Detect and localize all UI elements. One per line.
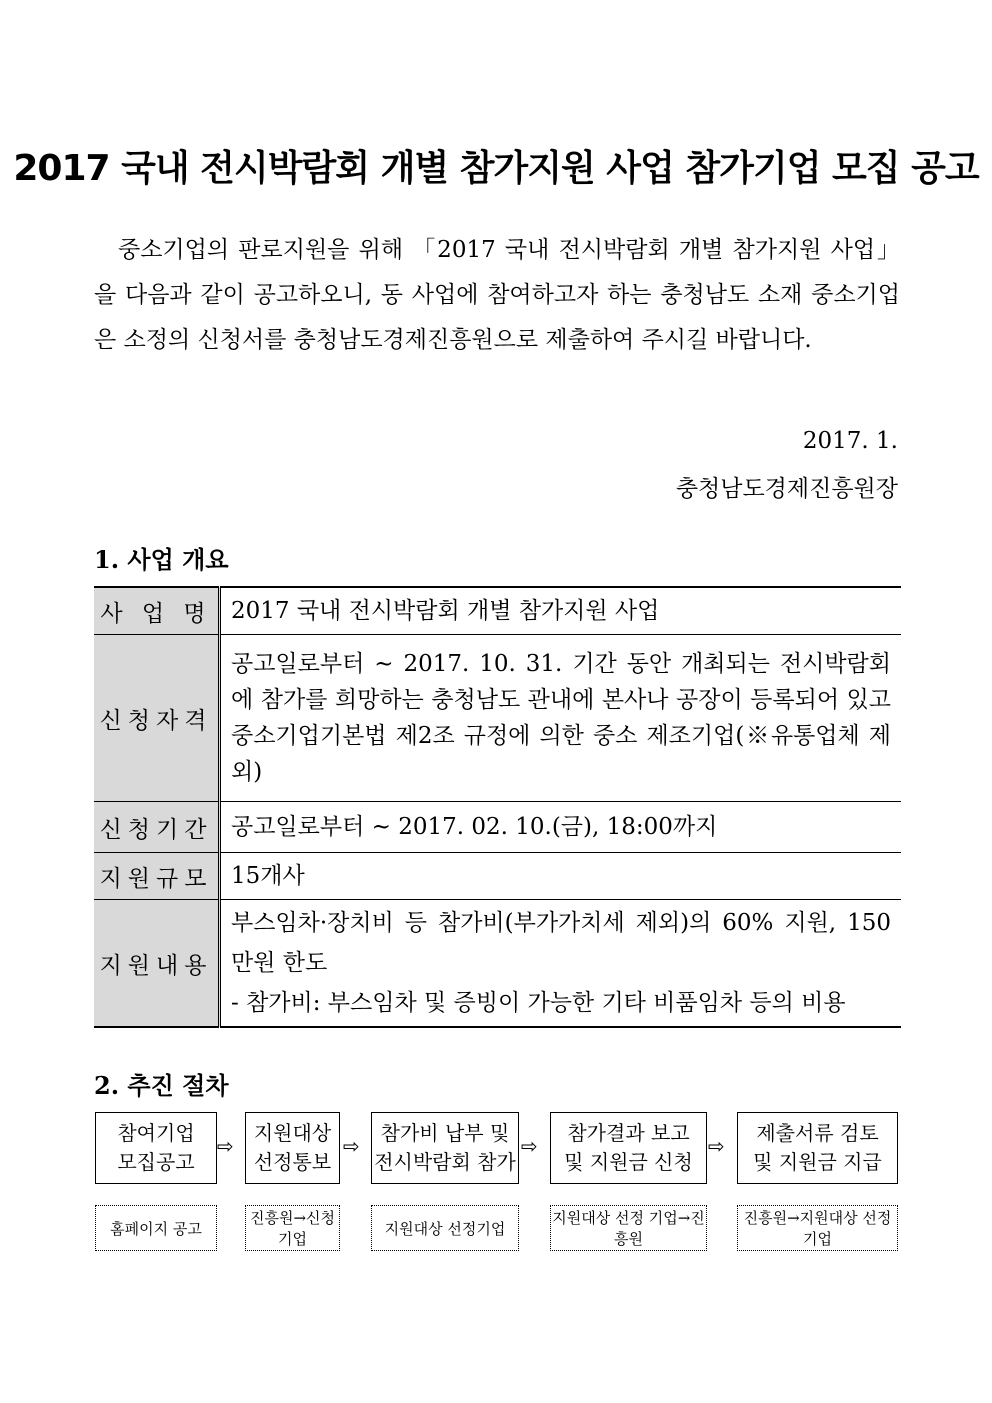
step-line: 모집공고 <box>117 1150 195 1174</box>
table-row <box>94 635 901 802</box>
section-heading-overview: 1. 사업 개요 <box>94 545 229 574</box>
row-value: 2017 국내 전시박람회 개별 참가지원 사업 <box>220 587 902 635</box>
row-value: 부스임차·장치비 등 참가비(부가가치세 제외)의 60% 지원, 150만원 한도 <box>231 910 891 976</box>
intro-paragraph <box>94 228 900 363</box>
arrow-right-icon: ⇨ <box>217 1134 234 1158</box>
issuing-organization: 충청남도경제진흥원장 <box>675 476 898 502</box>
step-line: 및 지원금 신청 <box>564 1150 693 1174</box>
step-line: 참가결과 보고 <box>567 1121 690 1145</box>
row-label: 사 업 명 <box>94 587 220 635</box>
step-line: 제출서류 검토 <box>756 1121 879 1145</box>
intro-text: 중소기업의 판로지원을 위해 「2017 국내 전시박람회 개별 참가지원 사업」을 다음과 같이 공고하오니, 동 사업에 참여하고자 하는 충청남도 소재 중소기업은 소정의 신청서를 충청남도경제진흥원으로 제출하여 주시길 바랍니다. <box>94 237 900 353</box>
step-actor: 진흥원→신청기업 <box>245 1205 340 1251</box>
notice-date: 2017. 1. <box>802 428 898 454</box>
step-actor: 지원대상 선정 기업→진흥원 <box>550 1205 707 1251</box>
table-row <box>94 802 901 853</box>
table-row <box>94 900 901 1028</box>
step-actor: 홈페이지 공고 <box>95 1205 217 1251</box>
row-label: 지원내용 <box>94 900 220 1028</box>
table-row <box>94 587 901 635</box>
row-label: 신청기간 <box>94 802 220 853</box>
step-actor: 지원대상 선정기업 <box>371 1205 519 1251</box>
section-heading-procedure: 2. 추진 절차 <box>94 1071 229 1100</box>
step-line: 지원대상 <box>253 1121 332 1145</box>
row-value: 15개사 <box>220 853 902 900</box>
step-line: 전시박람회 참가 <box>374 1150 516 1174</box>
procedure-step <box>245 1112 340 1184</box>
procedure-step <box>371 1112 519 1184</box>
row-label: 신청자격 <box>94 635 220 802</box>
procedure-step <box>550 1112 707 1184</box>
row-value: 공고일로부터 ∼ 2017. 10. 31. 기간 동안 개최되는 전시박람회에 참가를 희망하는 충청남도 관내에 본사나 공장이 등록되어 있고 중소기업기본법 제2조 규정에 의한 중소 제조기업(※유통업체 제외) <box>220 635 902 802</box>
arrow-right-icon: ⇨ <box>521 1134 538 1158</box>
page-title: 2017 국내 전시박람회 개별 참가지원 사업 참가기업 모집 공고 <box>13 148 979 189</box>
step-line: 선정통보 <box>253 1150 332 1174</box>
row-note: - 참가비: 부스임차 및 증빙이 가능한 기타 비품임차 등의 비용 <box>231 990 846 1016</box>
step-line: 참가비 납부 및 <box>380 1121 510 1145</box>
step-actor: 진흥원→지원대상 선정 기업 <box>737 1205 898 1251</box>
overview-table <box>94 586 901 1028</box>
row-value: 공고일로부터 ~ 2017. 02. 10.(금), 18:00까지 <box>220 802 902 853</box>
procedure-step <box>95 1112 217 1184</box>
table-row <box>94 853 901 900</box>
row-label: 지원규모 <box>94 853 220 900</box>
arrow-right-icon: ⇨ <box>708 1134 725 1158</box>
procedure-step <box>737 1112 898 1184</box>
step-line: 및 지원금 지급 <box>753 1150 882 1174</box>
arrow-right-icon: ⇨ <box>343 1134 360 1158</box>
step-line: 참여기업 <box>117 1121 195 1145</box>
row-value-cell <box>220 900 902 1028</box>
